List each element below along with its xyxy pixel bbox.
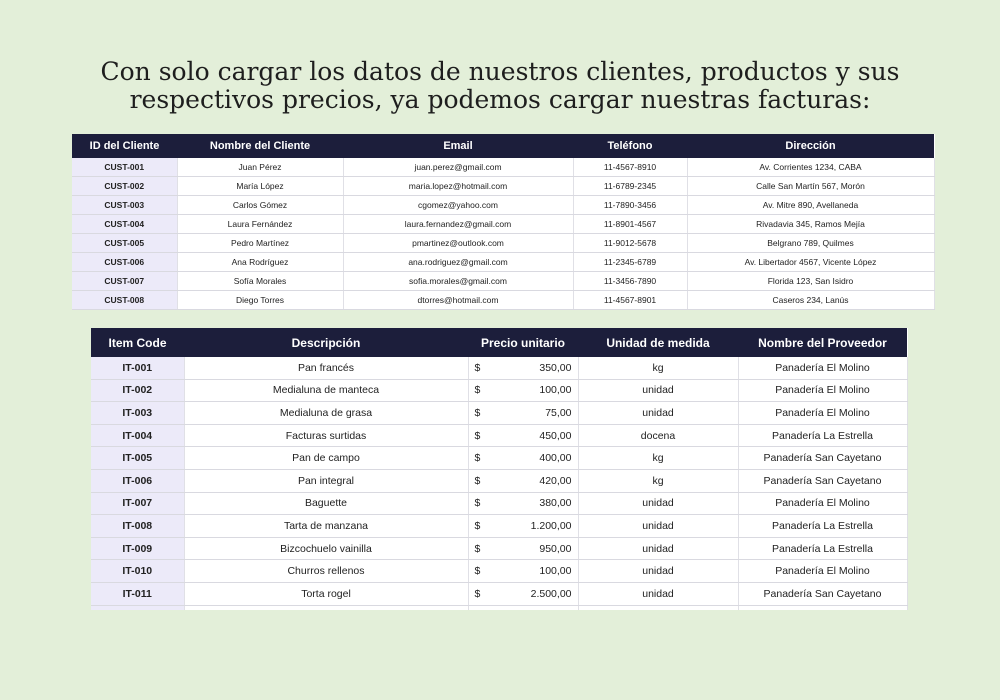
table-cell[interactable]: pmartinez@outlook.com — [343, 234, 573, 253]
table-cell — [184, 605, 468, 610]
table-cell[interactable] — [468, 424, 578, 447]
table-cell[interactable]: Medialuna de grasa — [184, 402, 468, 425]
table-cell[interactable]: kg — [578, 469, 738, 492]
table-cell[interactable]: CUST-008 — [72, 291, 177, 310]
currency-symbol: $ — [474, 452, 481, 465]
product-row[interactable] — [91, 560, 907, 583]
table-cell[interactable]: Calle San Martín 567, Morón — [687, 177, 934, 196]
clients-header-row — [72, 134, 934, 158]
table-cell — [468, 605, 578, 610]
product-row[interactable] — [91, 469, 907, 492]
table-cell — [91, 605, 184, 610]
table-cell[interactable]: Panadería El Molino — [738, 560, 907, 583]
currency-symbol: $ — [474, 542, 481, 555]
client-row[interactable] — [72, 158, 934, 177]
table-cell[interactable]: unidad — [578, 379, 738, 402]
table-cell[interactable]: María López — [177, 177, 343, 196]
product-row[interactable] — [91, 424, 907, 447]
table-cell[interactable]: IT-009 — [91, 537, 184, 560]
currency-symbol: $ — [474, 565, 481, 578]
price-value: 400,00 — [539, 452, 572, 465]
currency-symbol: $ — [474, 587, 481, 600]
table-cell[interactable]: Baguette — [184, 492, 468, 515]
table-cell[interactable]: Belgrano 789, Quilmes — [687, 234, 934, 253]
table-cell[interactable]: Pan de campo — [184, 447, 468, 470]
column-header[interactable]: Descripción — [184, 328, 468, 357]
product-row[interactable] — [91, 379, 907, 402]
table-cell[interactable]: Florida 123, San Isidro — [687, 272, 934, 291]
price-value: 450,00 — [539, 429, 572, 442]
clients-table — [72, 134, 935, 310]
column-header[interactable]: ID del Cliente — [72, 134, 177, 158]
price-value: 100,00 — [539, 384, 572, 397]
table-cell[interactable]: unidad — [578, 560, 738, 583]
table-cell[interactable]: Panadería El Molino — [738, 357, 907, 379]
table-cell[interactable]: Pedro Martínez — [177, 234, 343, 253]
table-cell[interactable]: Av. Corrientes 1234, CABA — [687, 158, 934, 177]
product-row[interactable] — [91, 537, 907, 560]
table-cell[interactable]: CUST-007 — [72, 272, 177, 291]
table-cell[interactable]: Sofía Morales — [177, 272, 343, 291]
table-cell[interactable]: docena — [578, 424, 738, 447]
table-cell[interactable]: Rivadavia 345, Ramos Mejía — [687, 215, 934, 234]
product-row-partial — [91, 605, 907, 610]
table-cell — [738, 605, 907, 610]
price-value: 1.200,00 — [530, 519, 572, 532]
table-cell[interactable]: 11-7890-3456 — [573, 196, 687, 215]
price-value: 2.500,00 — [530, 587, 572, 600]
table-cell[interactable]: IT-007 — [91, 492, 184, 515]
currency-symbol: $ — [474, 497, 481, 510]
products-table — [91, 328, 908, 610]
price-value: 350,00 — [539, 361, 572, 374]
table-cell[interactable]: juan.perez@gmail.com — [343, 158, 573, 177]
table-cell[interactable]: Churros rellenos — [184, 560, 468, 583]
currency-symbol: $ — [474, 406, 481, 419]
table-cell[interactable]: IT-006 — [91, 469, 184, 492]
product-row[interactable] — [91, 447, 907, 470]
headline-line-1: Con solo cargar los datos de nuestros clientes, productos y sus — [100, 57, 900, 86]
product-row[interactable] — [91, 357, 907, 379]
table-cell[interactable]: unidad — [578, 492, 738, 515]
table-cell[interactable]: CUST-003 — [72, 196, 177, 215]
client-row[interactable] — [72, 177, 934, 196]
client-row[interactable] — [72, 234, 934, 253]
column-header[interactable]: Item Code — [91, 328, 184, 357]
column-header[interactable]: Precio unitario — [468, 328, 578, 357]
table-cell[interactable]: Panadería San Cayetano — [738, 469, 907, 492]
table-cell[interactable]: Medialuna de manteca — [184, 379, 468, 402]
table-cell[interactable]: maria.lopez@hotmail.com — [343, 177, 573, 196]
table-cell[interactable]: Carlos Gómez — [177, 196, 343, 215]
table-cell[interactable]: IT-010 — [91, 560, 184, 583]
client-row[interactable] — [72, 196, 934, 215]
table-cell[interactable]: 11-4567-8901 — [573, 291, 687, 310]
table-cell[interactable]: 11-2345-6789 — [573, 253, 687, 272]
table-cell[interactable]: CUST-006 — [72, 253, 177, 272]
column-header[interactable]: Teléfono — [573, 134, 687, 158]
table-cell[interactable]: 11-3456-7890 — [573, 272, 687, 291]
currency-symbol: $ — [474, 474, 481, 487]
table-cell[interactable] — [468, 357, 578, 379]
table-cell[interactable]: sofia.morales@gmail.com — [343, 272, 573, 291]
table-cell[interactable]: 11-9012-5678 — [573, 234, 687, 253]
table-cell[interactable]: IT-008 — [91, 515, 184, 538]
currency-symbol: $ — [474, 361, 481, 374]
table-cell[interactable] — [468, 537, 578, 560]
table-cell[interactable]: laura.fernandez@gmail.com — [343, 215, 573, 234]
table-cell[interactable]: 11-6789-2345 — [573, 177, 687, 196]
price-value: 420,00 — [539, 474, 572, 487]
table-cell[interactable] — [468, 582, 578, 605]
table-cell[interactable]: Panadería El Molino — [738, 402, 907, 425]
table-cell[interactable]: Juan Pérez — [177, 158, 343, 177]
table-cell[interactable] — [468, 379, 578, 402]
product-row[interactable] — [91, 582, 907, 605]
table-cell[interactable]: Bizcochuelo vainilla — [184, 537, 468, 560]
currency-symbol: $ — [474, 429, 481, 442]
table-cell[interactable]: kg — [578, 447, 738, 470]
table-cell[interactable] — [468, 469, 578, 492]
column-header[interactable]: Dirección — [687, 134, 934, 158]
table-cell[interactable]: IT-003 — [91, 402, 184, 425]
table-cell[interactable]: Panadería El Molino — [738, 379, 907, 402]
table-cell[interactable]: Panadería La Estrella — [738, 515, 907, 538]
table-cell[interactable]: Pan francés — [184, 357, 468, 379]
table-cell[interactable]: IT-002 — [91, 379, 184, 402]
table-cell[interactable]: Facturas surtidas — [184, 424, 468, 447]
table-cell[interactable]: Panadería La Estrella — [738, 424, 907, 447]
currency-symbol: $ — [474, 519, 481, 532]
table-cell[interactable]: Ana Rodríguez — [177, 253, 343, 272]
table-cell[interactable]: CUST-005 — [72, 234, 177, 253]
table-cell[interactable]: Av. Libertador 4567, Vicente López — [687, 253, 934, 272]
table-cell[interactable]: unidad — [578, 515, 738, 538]
price-value: 100,00 — [539, 565, 572, 578]
table-cell[interactable]: ana.rodriguez@gmail.com — [343, 253, 573, 272]
price-value: 75,00 — [545, 406, 572, 419]
table-cell[interactable] — [468, 515, 578, 538]
table-cell[interactable]: dtorres@hotmail.com — [343, 291, 573, 310]
table-cell[interactable]: unidad — [578, 582, 738, 605]
column-header[interactable]: Nombre del Cliente — [177, 134, 343, 158]
column-header[interactable]: Nombre del Proveedor — [738, 328, 907, 357]
client-row[interactable] — [72, 291, 934, 310]
table-cell[interactable]: Diego Torres — [177, 291, 343, 310]
table-cell[interactable]: IT-011 — [91, 582, 184, 605]
table-cell[interactable]: CUST-004 — [72, 215, 177, 234]
table-cell[interactable] — [468, 402, 578, 425]
headline — [0, 58, 1000, 114]
product-row[interactable] — [91, 492, 907, 515]
table-cell[interactable] — [468, 492, 578, 515]
table-cell — [578, 605, 738, 610]
product-row[interactable] — [91, 515, 907, 538]
table-cell[interactable]: Panadería La Estrella — [738, 537, 907, 560]
table-cell[interactable]: Pan integral — [184, 469, 468, 492]
table-cell[interactable]: CUST-001 — [72, 158, 177, 177]
table-cell[interactable]: Torta rogel — [184, 582, 468, 605]
table-cell[interactable]: Av. Mitre 890, Avellaneda — [687, 196, 934, 215]
table-cell[interactable] — [468, 560, 578, 583]
table-cell[interactable]: Panadería San Cayetano — [738, 447, 907, 470]
table-cell[interactable]: unidad — [578, 402, 738, 425]
table-cell[interactable]: CUST-002 — [72, 177, 177, 196]
table-cell[interactable]: kg — [578, 357, 738, 379]
client-row[interactable] — [72, 272, 934, 291]
table-cell[interactable] — [468, 447, 578, 470]
table-cell[interactable]: IT-005 — [91, 447, 184, 470]
column-header[interactable]: Email — [343, 134, 573, 158]
table-cell[interactable]: IT-004 — [91, 424, 184, 447]
column-header[interactable]: Unidad de medida — [578, 328, 738, 357]
products-header-row — [91, 328, 907, 357]
table-cell[interactable]: Caseros 234, Lanús — [687, 291, 934, 310]
table-cell[interactable]: Panadería El Molino — [738, 492, 907, 515]
headline-line-2: respectivos precios, ya podemos cargar nuestras facturas: — [129, 85, 871, 114]
table-cell[interactable]: IT-001 — [91, 357, 184, 379]
price-value: 950,00 — [539, 542, 572, 555]
price-value: 380,00 — [539, 497, 572, 510]
client-row[interactable] — [72, 215, 934, 234]
table-cell[interactable]: 11-4567-8910 — [573, 158, 687, 177]
table-cell[interactable]: unidad — [578, 537, 738, 560]
client-row[interactable] — [72, 253, 934, 272]
currency-symbol: $ — [474, 384, 481, 397]
product-row[interactable] — [91, 402, 907, 425]
table-cell[interactable]: Tarta de manzana — [184, 515, 468, 538]
table-cell[interactable]: 11-8901-4567 — [573, 215, 687, 234]
table-cell[interactable]: cgomez@yahoo.com — [343, 196, 573, 215]
table-cell[interactable]: Panadería San Cayetano — [738, 582, 907, 605]
table-cell[interactable]: Laura Fernández — [177, 215, 343, 234]
